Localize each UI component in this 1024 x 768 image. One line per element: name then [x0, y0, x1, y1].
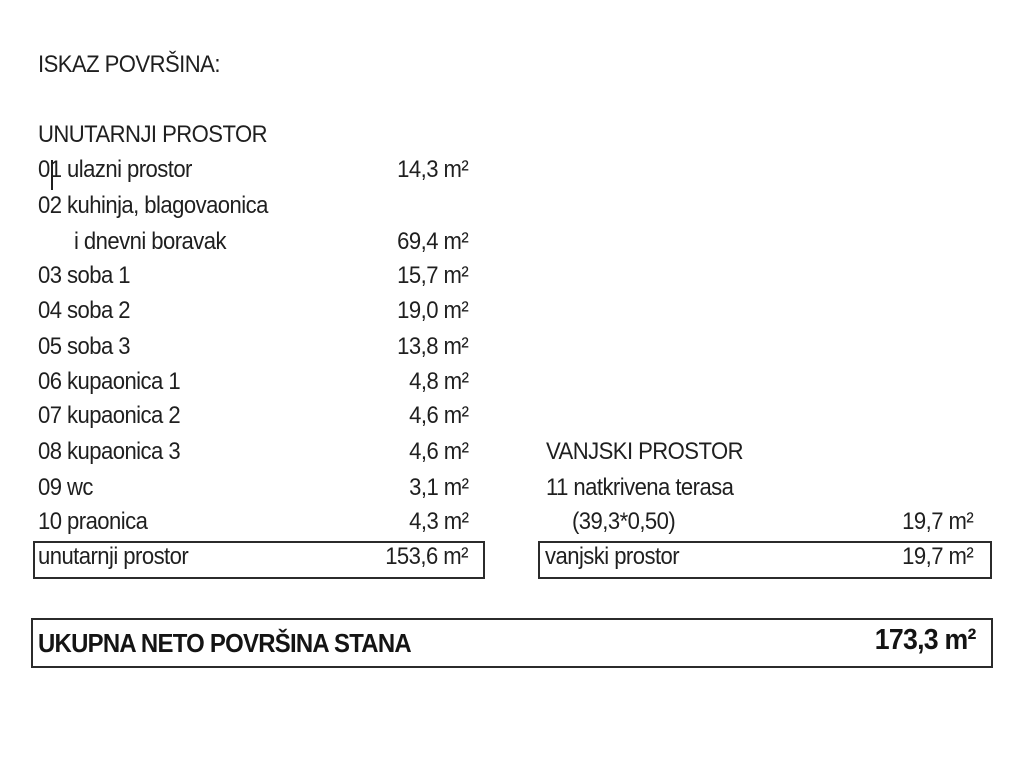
- row-value: 3,1 m²: [408, 474, 468, 501]
- unit-label: m²: [443, 438, 468, 465]
- row-label: 10 praonica: [38, 508, 148, 535]
- unit-label: m²: [443, 368, 468, 395]
- interior-subtotal-label: unutarnji prostor: [38, 543, 189, 570]
- row-value: 19,7 m²: [901, 508, 973, 535]
- unit-label: m²: [443, 333, 468, 360]
- unit-label: m²: [443, 262, 468, 289]
- row-value: 14,3 m²: [396, 156, 468, 183]
- row-label: (39,3*0,50): [572, 508, 676, 535]
- row-label: 09 wc: [38, 474, 93, 501]
- total-value: 173,3 m²: [875, 624, 976, 656]
- row-label: 05 soba 3: [38, 333, 131, 360]
- exterior-subtotal-label: vanjski prostor: [545, 543, 680, 570]
- row-label: 03 soba 1: [38, 262, 131, 289]
- row-value: 69,4 m²: [396, 228, 468, 255]
- row-label: 08 kupaonica 3: [38, 438, 181, 465]
- row-label: 11 natkrivena terasa: [546, 474, 734, 501]
- unit-label: m²: [948, 543, 973, 570]
- row-value: 4,6 m²: [408, 402, 468, 429]
- exterior-heading: VANJSKI PROSTOR: [546, 438, 744, 465]
- unit-label: m²: [948, 508, 973, 535]
- row-value: 4,6 m²: [408, 438, 468, 465]
- interior-heading: UNUTARNJI PROSTOR: [38, 121, 268, 148]
- unit-label: m²: [443, 474, 468, 501]
- unit-label: m²: [443, 297, 468, 324]
- document-title: ISKAZ POVRŠINA:: [38, 51, 220, 78]
- row-value: 15,7 m²: [396, 262, 468, 289]
- unit-label: m²: [443, 508, 468, 535]
- unit-label: m²: [443, 402, 468, 429]
- row-value: 4,8 m²: [408, 368, 468, 395]
- unit-label: m²: [443, 228, 468, 255]
- exterior-subtotal-value: 19,7 m²: [901, 543, 973, 570]
- unit-label: m²: [944, 624, 976, 656]
- row-label: 01 ulazni prostor: [38, 156, 192, 183]
- row-value: 4,3 m²: [408, 508, 468, 535]
- row-value: 19,0 m²: [396, 297, 468, 324]
- row-label: 07 kupaonica 2: [38, 402, 181, 429]
- interior-subtotal-value: 153,6 m²: [385, 543, 468, 570]
- row-label: 06 kupaonica 1: [38, 368, 181, 395]
- unit-label: m²: [443, 543, 468, 570]
- unit-label: m²: [443, 156, 468, 183]
- row-label: i dnevni boravak: [74, 228, 226, 255]
- row-label: 02 kuhinja, blagovaonica: [38, 192, 268, 219]
- row-label: 04 soba 2: [38, 297, 131, 324]
- row-value: 13,8 m²: [396, 333, 468, 360]
- total-label: UKUPNA NETO POVRŠINA STANA: [38, 628, 411, 658]
